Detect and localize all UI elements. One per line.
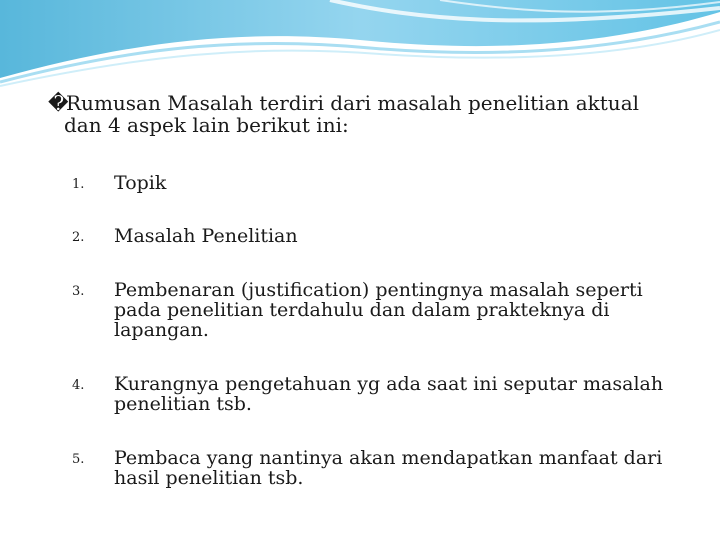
list-item-line: penelitian tsb. (114, 393, 252, 415)
list-item-text (114, 448, 674, 488)
list-item-number: 4. (72, 378, 85, 393)
intro-line-2: dan 4 aspek lain berikut ini: (64, 113, 349, 137)
list-item-text: Masalah Penelitian (114, 225, 298, 247)
list-item-number: 5. (72, 452, 85, 467)
list-item-line: pada penelitian terdahulu dan dalam prakteknya di (114, 299, 610, 321)
list-item-line: Pembenaran (justification) pentingnya masalah seperti (114, 279, 643, 301)
list-item-number: 2. (72, 230, 85, 245)
list-item-number: 3. (72, 284, 85, 299)
list-item-text: Topik (114, 172, 167, 194)
list-item-line: Pembaca yang nantinya akan mendapatkan manfaat dari (114, 447, 663, 469)
list-item-line: hasil penelitian tsb. (114, 467, 304, 489)
list-item-text (114, 280, 674, 340)
list-item-text (114, 374, 674, 414)
list-item-line: lapangan. (114, 319, 209, 341)
list-item-number: 1. (72, 177, 85, 192)
intro-bullet-icon: � (48, 91, 69, 115)
header-wave-decoration (0, 0, 720, 90)
intro-line-1: Rumusan Masalah terdiri dari masalah penelitian aktual (66, 91, 640, 115)
list-item-line: Kurangnya pengetahuan yg ada saat ini seputar masalah (114, 373, 664, 395)
intro-text (48, 92, 688, 136)
